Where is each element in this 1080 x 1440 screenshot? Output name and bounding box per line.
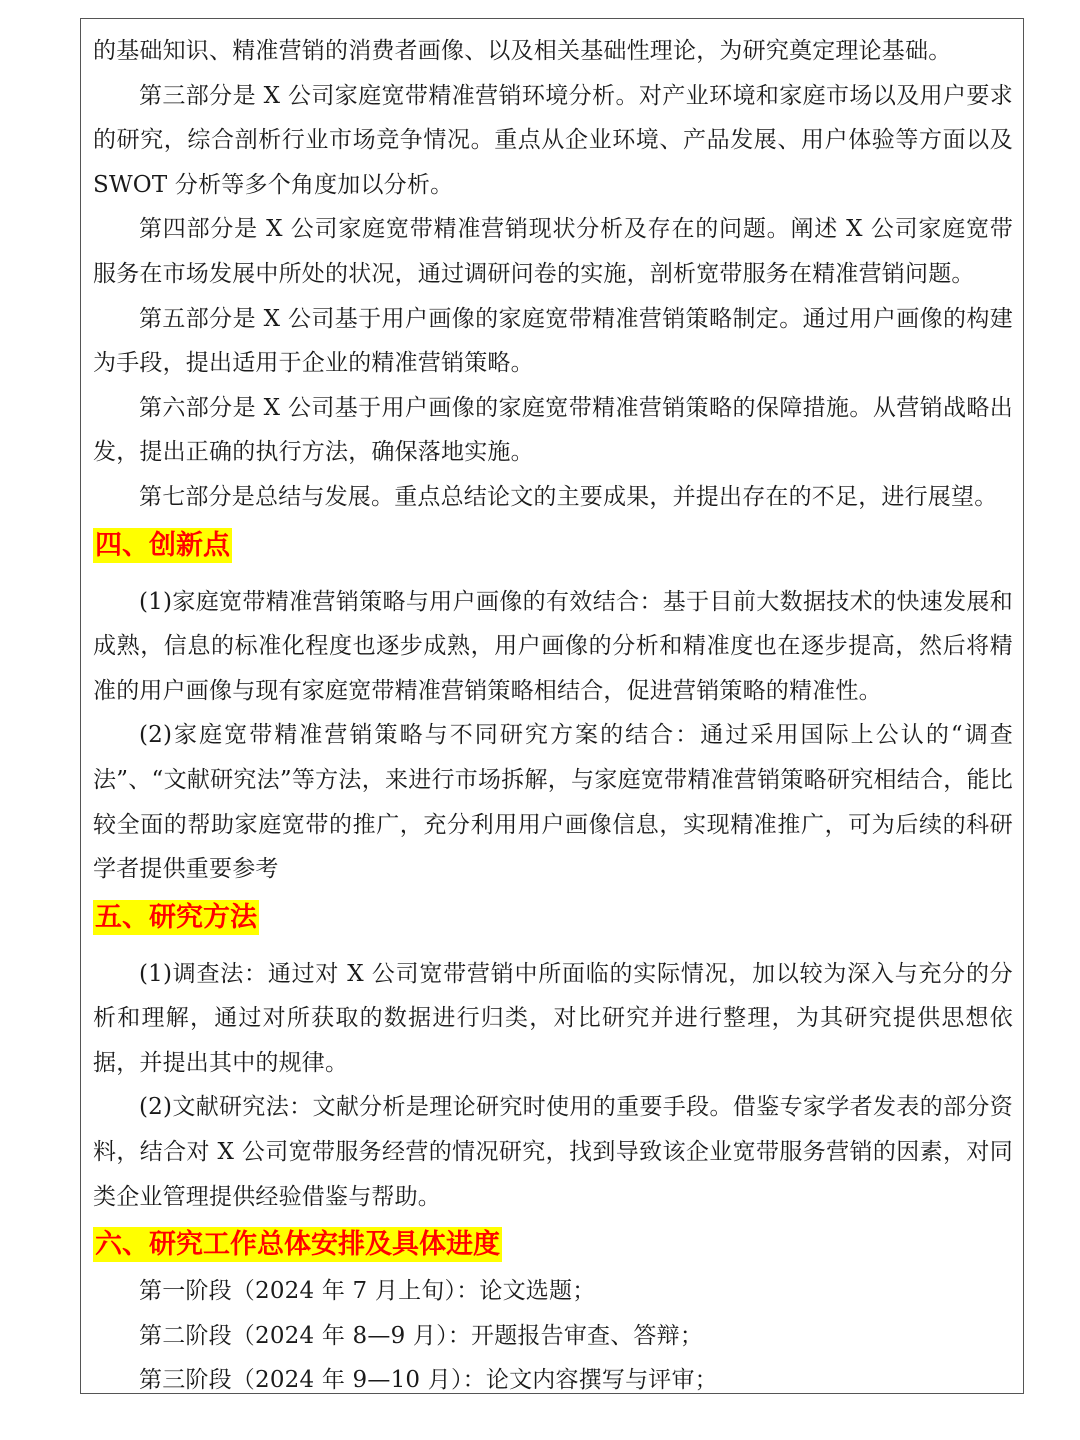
part-5-paragraph: 第五部分是 X 公司基于用户画像的家庭宽带精准营销策略制定。通过用户画像的构建为手段，提出适用于企业的精准营销策略。 [93,305,1013,377]
spacer [93,570,1013,580]
schedule-stage-1: 第一阶段（2024 年 7 月上旬）：论文选题； [139,1278,596,1305]
section-heading-schedule [93,1223,1013,1267]
method-item-2: (2)文献研究法：文献分析是理论研究时使用的重要手段。借鉴专家学者发表的部分资料，结合对 X 公司宽带服务经营的情况研究，找到导致该企业宽带服务营销的因素，对同类企业管理提供经验借鉴与帮助。 [93,1094,1013,1210]
part-7-paragraph: 第七部分是总结与发展。重点总结论文的主要成果，并提出存在的不足，进行展望。 [139,483,998,510]
part-6-paragraph: 第六部分是 X 公司基于用户画像的家庭宽带精准营销策略的保障措施。从营销战略出发，提出正确的执行方法，确保落地实施。 [93,394,1013,466]
intro-line: 的基础知识、精准营销的消费者画像、以及相关基础性理论，为研究奠定理论基础。 [93,38,952,64]
schedule-stage-2: 第二阶段（2024 年 8—9 月）：开题报告审查、答辩； [139,1322,704,1349]
method-item-1: (1)调查法：通过对 X 公司宽带营销中所面临的实际情况，加以较为深入与充分的分析和理解，通过对所获取的数据进行归类，对比研究并进行整理，为其研究提供思想依据，并提出其中的规律。 [93,960,1013,1076]
schedule-stage-3: 第三阶段（2024 年 9—10 月）：论文内容撰写与评审； [139,1367,718,1394]
innovation-item-2: (2)家庭宽带精准营销策略与不同研究方案的结合：通过采用国际上公认的“调查法”、“文献研究法”等方法，来进行市场拆解，与家庭宽带精准营销策略研究相结合，能比较全面的帮助家庭宽带的推广，充分利用用户画像信息，实现精准推广，可为后续的科研学者提供重要参考 [93,722,1013,883]
section-heading-methods [93,896,1013,940]
section-heading-innovation [93,524,1013,568]
part-3-paragraph: 第三部分是 X 公司家庭宽带精准营销环境分析。对产业环境和家庭市场以及用户要求的研究，综合剖析行业市场竞争情况。重点从企业环境、产品发展、用户体验等方面以及 SWOT 分析等多个角度加以分析。 [93,82,1013,198]
document-frame [80,18,1024,1394]
innovation-item-1: (1)家庭宽带精准营销策略与用户画像的有效结合：基于目前大数据技术的快速发展和成熟，信息的标准化程度也逐步成熟，用户画像的分析和精准度也在逐步提高，然后将精准的用户画像与现有家庭宽带精准营销策略相结合，促进营销策略的精准性。 [93,588,1013,704]
section-heading-methods-text: 五、研究方法 [95,901,257,933]
section-heading-schedule-text: 六、研究工作总体安排及具体进度 [95,1229,500,1261]
section-heading-innovation-text: 四、创新点 [95,529,230,561]
spacer [93,942,1013,952]
part-4-paragraph: 第四部分是 X 公司家庭宽带精准营销现状分析及存在的问题。阐述 X 公司家庭宽带服务在市场发展中所处的状况，通过调研问卷的实施，剖析宽带服务在精准营销问题。 [93,216,1013,287]
